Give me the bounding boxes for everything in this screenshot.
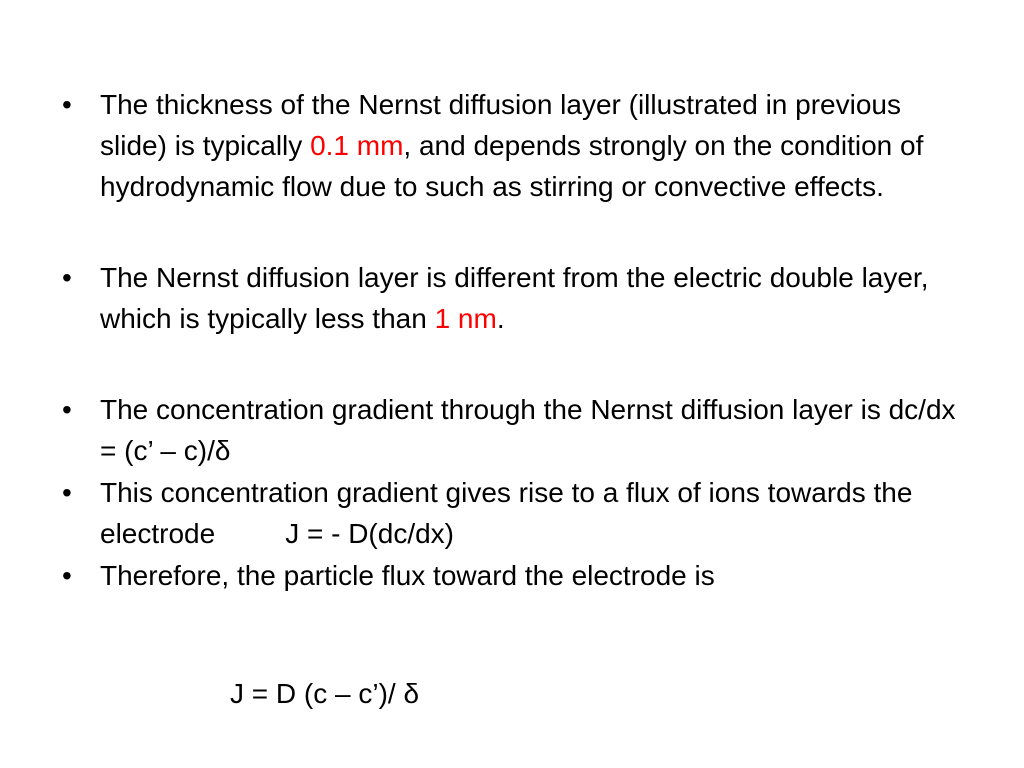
highlight-value: 0.1 mm [310,130,404,161]
highlight-value: 1 nm [434,303,497,334]
bullet-marker: • [62,89,72,120]
bullet-marker: • [62,394,72,425]
bullet-text: The concentration gradient through the Nernst diffusion layer is dc/dx = (c’ – c)/δ [100,394,956,466]
bullet-text: This concentration gradient gives rise to a flux of ions towards the electrode [100,477,913,549]
bullet-item-concentration-gradient [62,389,962,471]
bullet-text: Therefore, the particle flux toward the electrode is [100,560,715,591]
bullet-text: The Nernst diffusion layer is different from the electric double layer, which is typically less than [100,262,929,334]
bullet-item-double-layer [62,257,962,339]
bullet-marker: • [62,477,72,508]
bullet-item-particle-flux [62,555,962,596]
bullet-item-nernst-thickness [62,84,962,207]
bullet-text: The thickness of the Nernst diffusion layer (illustrated in previous slide) is typically [100,89,901,161]
bullet-list [62,84,962,597]
bullet-marker: • [62,262,72,293]
bullet-text: , and depends strongly on the condition of hydrodynamic flow due to such as stirring or convective effects. [100,130,924,202]
bullet-item-ion-flux [62,472,962,554]
bullet-text: . [496,303,505,334]
final-formula: J = D (c – c’)/ δ [230,678,420,709]
bullet-marker: • [62,560,72,591]
inline-formula: J = - D(dc/dx) [285,518,454,549]
